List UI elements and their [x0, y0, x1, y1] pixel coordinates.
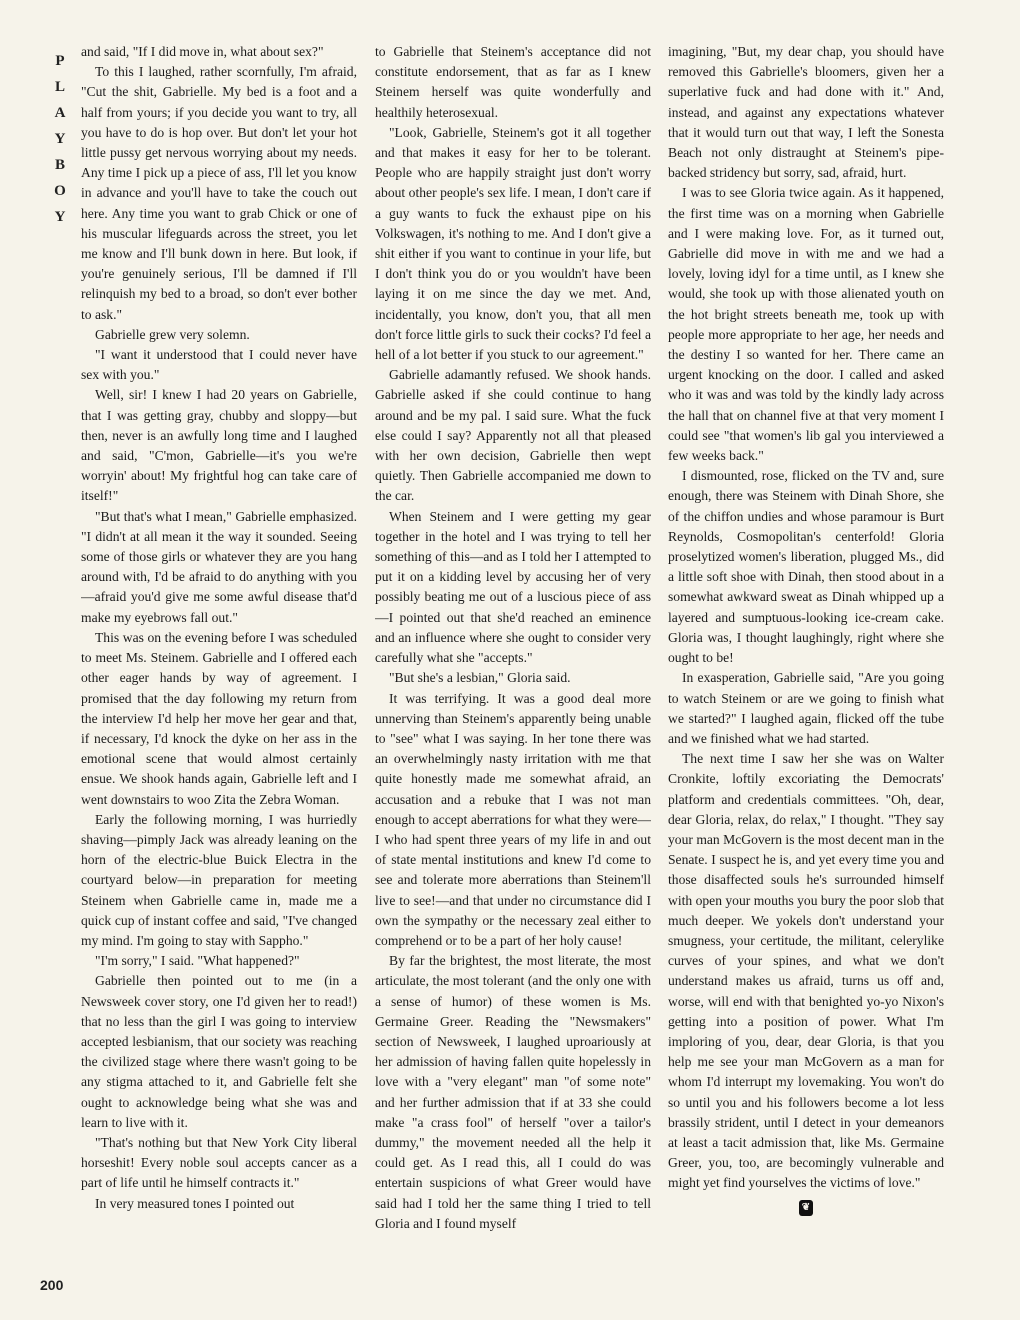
side-label-letter: L: [54, 79, 65, 95]
magazine-side-label: [48, 48, 72, 230]
rabbit-head-icon: ❦: [799, 1200, 813, 1216]
paragraph: The next time I saw her she was on Walter Cronkite, loftily excoriating the Democrats' platform and credentials committees. "Oh, dear, dear Gloria, relax, do relax," I thought. "They say your man McGovern is the most decent man in the Senate. I suspect he is, and yet every time you and those disaffected souls he's surrounded himself with open your mouths you bury the poor slob that much deeper. We yokels don't understand your smugness, your certitude, the militant, celerylike curves of your spines, and what we don't understand makes us afraid, turns us off and, worse, will end with that benighted yo-yo Nixon's getting into a position of power. What I'm imploring of you, dear, dear Gloria, is that you help me see your man McGovern as a man for whom I'd interrupt my lovemaking. You won't do so until you and his followers become a lot less brassily strident, until I detect in your demeanors at least a tacit admission that, like Ms. Germaine Greer, you, too, are becomingly vulnerable and might yet find yourselves the victims of love.": [668, 751, 944, 1191]
paragraph: This was on the evening before I was scheduled to meet Ms. Steinem. Gabrielle and I offered each other eager hands by way of agreement. I promised that the day following my return from the interview I'd help her move her gear and that, if necessary, I'd knock the dyke on her ass in the emotional scene that would almost certainly ensue. We shook hands again, Gabrielle left and I went downstairs to woo Zita the Zebra Woman.: [81, 629, 357, 807]
paragraph: In very measured tones I pointed out: [95, 1195, 295, 1211]
side-label-letter: P: [55, 53, 65, 69]
side-label-letter: O: [54, 183, 66, 199]
paragraph: "But she's a lesbian," Gloria said.: [389, 670, 571, 686]
paragraph: "That's nothing but that New York City liberal horseshit! Every noble soul accepts cancer as a part of life until he himself contracts it.": [81, 1134, 357, 1191]
paragraph: I dismounted, rose, flicked on the TV and, sure enough, there was Steinem with Dinah Shore, she of the chiffon undies and whose paramour is Burt Reynolds, Cosmopolitan's centerfold! Gloria proselytized women's liberation, plugged Ms., did a little soft shoe with Dinah, then stood about in a somewhat awkward sweat as Dinah whipped up a layered and sumptuous-looking ice-cream cake. Gloria was, I thought laughingly, right where she ought to be!: [668, 468, 944, 666]
paragraph: By far the brightest, the most literate, the most articulate, the most tolerant (and the only one with a sense of humor) of these women is Ms. Germaine Greer. Reading the "Newsmakers" section of Newsweek, I laughed uproariously at her admission of having fallen quite hopelessly in love with a "very elegant" man "of some note" and her further admission that if at 33 she could make "a crass fool" of herself "over a tailor's dummy," the movement needed all the help it could get. As I read this, all I could do was entertain suspicions of what Greer would have said had I told her the same thing I tried to tell Gloria and I found myself: [375, 953, 651, 1231]
paragraph: When Steinem and I were getting my gear together in the hotel and I was trying to tell her something of this—and as I told her I attempted to put it on a kidding level by accusing her of very possibly beating me out of a luscious piece of ass—I pointed out that she'd reached an eminence and an influence where she ought to consider very carefully what she "accepts.": [375, 508, 651, 666]
paragraph: "I'm sorry," I said. "What happened?": [95, 953, 300, 969]
page-number: 200: [40, 1277, 64, 1293]
text-column-1: [81, 42, 357, 1292]
paragraph: "I want it understood that I could never have sex with you.": [81, 347, 357, 383]
text-column-3: [668, 42, 944, 1292]
paragraph: Gabrielle grew very solemn.: [95, 326, 250, 342]
side-label-letter: Y: [54, 209, 66, 225]
paragraph: to Gabrielle that Steinem's acceptance did not constitute endorsement, that as far as I knew Steinem herself was quite wonderfully and healthily heterosexual.: [375, 44, 651, 120]
paragraph: Gabrielle then pointed out to me (in a Newsweek cover story, one I'd given her to read!) that no less than the girl I was going to interview accepted lesbianism, that our society was reaching the civilized stage where there wasn't going to be any stigma attached to it, and Gabrielle felt she ought to acknowledge being what she was and learn to live with it.: [81, 973, 357, 1130]
paragraph: Well, sir! I knew I had 20 years on Gabrielle, that I was getting gray, chubby and sloppy—but then, never is an awfully long time and I laughed and said, "C'mon, Gabrielle—it's you we're worryin' about! My frightful hog can take care of itself!": [81, 387, 357, 504]
side-label-letter: Y: [54, 131, 66, 147]
paragraph: Gabrielle adamantly refused. We shook hands. Gabrielle asked if she could continue to hang around and be my pal. I said sure. What the fuck else could I say? Apparently not all that pleased with her own decision, Gabrielle then wept quietly. Then Gabrielle accompanied me down to the car.: [375, 367, 651, 504]
paragraph: It was terrifying. It was a good deal more unnerving than Steinem's apparently being unable to "see" what I was saying. In her tone there was an overwhelmingly nasty irritation with me that quite honestly made me somewhat afraid, an accusation and a rebuke that I was not man enough to accept aberrations for what they were—I who had spent three years of my life in and out of state mental institutions and knew I'd come to see and tolerate more aberrations than Steinem'll live to see!—and that under no circumstance did I own the sympathy or the necessary zeal either to comprehend or to be a part of her holy cause!: [375, 690, 651, 948]
text-column-2: [375, 42, 651, 1292]
side-label-letter: B: [54, 157, 65, 173]
paragraph: To this I laughed, rather scornfully, I'm afraid, "Cut the shit, Gabrielle. My bed is a foot and a half from yours; if you decide you want to try, all you have to do is hop over. But don't let your hot little pussy get nervous worrying about my needs. Any time I pick up a piece of ass, I'll let you know in advance and you'll have to take the couch out here. Any time you want to grab Chick or one of his muscular lifeguards across the street, you let me know and I'll bunk down in here. But look, if you're genuinely serious, I'll be damned if I'll relinquish my bed to a broad, so don't ever bother to ask.": [81, 64, 357, 322]
paragraph: In exasperation, Gabrielle said, "Are you going to watch Steinem or are we going to finish what we started?" I laughed again, flicked off the tube and we finished what we had started.: [668, 670, 944, 746]
paragraph: and said, "If I did move in, what about sex?": [81, 44, 324, 59]
side-label-letter: A: [54, 105, 66, 121]
paragraph: imagining, "But, my dear chap, you should have removed this Gabrielle's bloomers, given her a superlative fuck and had done with it." And, instead, and against any expectations whatever that it would turn out that way, I left the Sonesta Beach not only distraught at Steinem's pipe-backed stridency but sorry, sad, afraid, hurt.: [668, 44, 944, 181]
paragraph: "Look, Gabrielle, Steinem's got it all together and that makes it easy for her to be tolerant. People who are happily straight just don't worry about other people's sex life. I mean, I don't care if a guy wants to fuck the exhaust pipe on his Volkswagen, it's nothing to me. And I don't give a shit either if you want to continue in your life, but I don't think you do or you wouldn't have been laying it on me since the day we met. And, incidentally, you know, don't you, that all men don't force little girls to suck their cocks? I'd feel a hell of a lot better if you stuck to our agreement.": [375, 124, 651, 363]
paragraph: I was to see Gloria twice again. As it happened, the first time was on a morning when Gabrielle and I were making love. For, as it turned out, Gabrielle did move in with me and we had a lovely, loving idyl for a time until, as I knew she would, she took up with those alienated youth on the hot bright streets beneath me, took up with people more appropriate to her age, her needs and the destiny I so wanted for her. There came an urgent knocking on the door. I called and asked who it was and was told by the kindly lady across the hall that on channel five at that very moment I could see "that women's lib gal you interviewed a few weeks back.": [668, 185, 944, 464]
paragraph: Early the following morning, I was hurriedly shaving—pimply Jack was already leaning on the horn of the electric-blue Buick Electra in the courtyard below—in preparation for meeting Steinem when Gabrielle came in, made me a quick cup of instant coffee and said, "I've changed my mind. I'm going to stay with Sappho.": [81, 811, 357, 948]
paragraph: "But that's what I mean," Gabrielle emphasized. "I didn't at all mean it the way it sounded. Seeing some of those girls or whatever they are you hang around with, I'd be afraid to do anything with you—afraid you'd give me some awful disease that'd make my eyebrows fall out.": [81, 508, 357, 625]
